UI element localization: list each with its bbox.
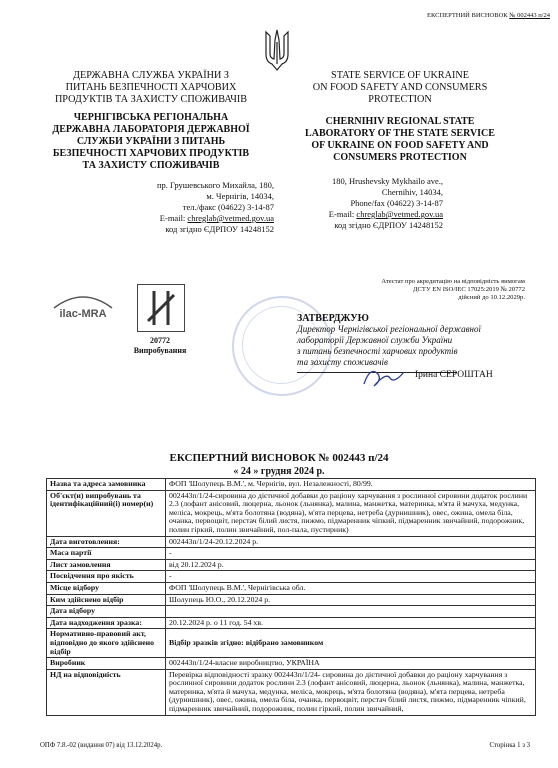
lab-en-line: CONSUMERS PROTECTION — [333, 152, 467, 163]
ilac-mra-logo-icon — [48, 290, 118, 324]
table-row — [47, 594, 536, 606]
accreditation-attest — [300, 278, 525, 302]
table-row — [47, 617, 536, 629]
email-ua-label: E-mail: — [159, 213, 188, 223]
accreditation-number — [128, 336, 192, 356]
address-ua-line: пр. Грушевського Михайла, 180, — [156, 180, 274, 190]
row-value: 20.12.2024 р. о 11 год. 54 хв. — [166, 617, 536, 629]
row-value: Відбір зразків згідно: відібрано замовником — [166, 629, 536, 658]
email-ua-link[interactable]: chreglab@vetmed.gov.ua — [187, 213, 274, 223]
table-row — [47, 669, 536, 715]
table-row — [47, 548, 536, 560]
row-value: ФОП 'Шолупець В.М.', Чернігівська обл. — [166, 582, 536, 594]
page-number: Сторінка 1 з 3 — [489, 742, 530, 749]
table-row — [47, 490, 536, 536]
agency-en-line: PROTECTION — [368, 94, 432, 105]
row-value: - — [166, 548, 536, 560]
signer-name: Ірина СЕРОШТАН — [415, 370, 493, 380]
row-key: Маса партії — [47, 548, 166, 560]
row-key: Назва та адреса замовника — [47, 479, 166, 491]
agency-ua-line: ПРОДУКТІВ ТА ЗАХИСТУ СПОЖИВАЧІВ — [54, 94, 248, 105]
agency-ua-line: ДЕРЖАВНА СЛУЖБА УКРАЇНИ З — [73, 70, 229, 81]
top-reference — [427, 12, 550, 19]
table-row — [47, 606, 536, 618]
agency-en-line: ON FOOD SAFETY AND CONSUMERS — [312, 82, 488, 93]
accreditation-number-value: 20772 — [150, 336, 170, 345]
attest-line: Атестат про акредитацію на відповідність вимогам — [381, 278, 525, 285]
lab-ua-line: ДЕРЖАВНА ЛАБОРАТОРІЯ ДЕРЖАВНОЇ — [52, 124, 250, 135]
row-key: Виробник — [47, 658, 166, 670]
approve-role-line: Директор Чернігівської регіональної державної — [297, 324, 481, 334]
lab-ua-line: ТА ЗАХИСТУ СПОЖИВАЧІВ — [82, 160, 220, 171]
row-value: 002443п/1/24-сировина до дієтичної добавки до раціону харчування з рослинної сировини додаток рослини 2.3 (лофант анісовий, люцерна, льонок (льнянка), малина, манжетка, материнка, м'ята й мачуха, медунка, меліса, мокрець, м'ята болотяна (водяна), м'ята перцева, нетреба (дурнишник), овес, ожина, омела біла, очанка, первоцвіт, перстач білий листя, пижмо, підмаренник чіпкий, підмаренник звичайний, подорожник, полин гіркий, полин звичайний, пол-пала, пустирник) — [166, 490, 536, 536]
top-ref-title: ЕКСПЕРТНИЙ ВИСНОВОК — [426, 12, 508, 19]
approve-role-line: та захисту споживачів — [297, 357, 388, 367]
approve-role-line: з питань безпечності харчових продуктів — [297, 346, 458, 356]
row-key: Дата відбору — [47, 606, 166, 618]
row-key: Нормативно-правовий акт, відповідно до якого здійснено відбір — [47, 629, 166, 658]
row-value: - — [166, 571, 536, 583]
address-en-line: Chernihiv, 14034, — [381, 187, 443, 197]
document-date: « 24 » грудня 2024 р. — [233, 466, 325, 477]
row-value: 002443п/1/24-20.12.2024 р. — [166, 536, 536, 548]
lab-en-line: CHERNIHIV REGIONAL STATE — [325, 116, 475, 127]
agency-ua-line: ПИТАНЬ БЕЗПЕЧНОСТІ ХАРЧОВИХ — [65, 82, 237, 93]
lab-en-line: OF UKRAINE ON FOOD SAFETY AND — [311, 140, 489, 151]
lab-en-line: LABORATORY OF THE STATE SERVICE — [305, 128, 495, 139]
approve-heading: ЗАТВЕРДЖУЮ — [297, 313, 369, 324]
row-key: Дата надходження зразка: — [47, 617, 166, 629]
lab-ua-line: СЛУЖБИ УКРАЇНИ З ПИТАНЬ — [76, 136, 226, 147]
row-key: Посвідчення про якість — [47, 571, 166, 583]
attest-line: дійсний до 10.12.2029р. — [458, 294, 525, 301]
form-footer: ОПФ 7.8.-02 (видання 07) від 13.12.2024р. — [40, 742, 163, 749]
details-table — [46, 478, 536, 716]
row-key: Об'єкт(и) випробувань та ідентифікаційний(і) номер(и) — [47, 490, 166, 536]
table-row — [47, 536, 536, 548]
row-value: Перевірка відповідності зразку 002443п/1/24- сировина до дієтичної добавки до раціону харчування з рослинної сировини додаток рослини 2.3 (лофант анісовий, люцерна, льонок (льнянка), малина, манжетка, материнка, м'ята й мачуха, медунка, меліса, мокрець, м'ята болотяна (водяна), м'ята перцева, нетреба (дурнишник), овес, ожина, омела біла, очанка, первоцвіт, перстач білий листя, пижмо, підмаренник чіпкий, підмаренник звичайний, подорожник, полин гіркий, полин звичайний, — [166, 669, 536, 715]
email-en-label: E-mail: — [328, 209, 357, 219]
signature-icon — [360, 364, 410, 390]
row-value: 002443п/1/24-власне виробництво, УКРАЇНА — [166, 658, 536, 670]
row-value — [166, 606, 536, 618]
lab-ua-line: ЧЕРНІГІВСЬКА РЕГІОНАЛЬНА — [73, 112, 229, 123]
table-row — [47, 629, 536, 658]
table-row — [47, 571, 536, 583]
row-value: ФОП 'Шолупець В.М.', м. Чернігів, вул. Незалежності, 80/99. — [166, 479, 536, 491]
trident-emblem-icon — [262, 28, 292, 72]
accreditation-mark-icon — [137, 284, 185, 332]
address-ua-line: код згідно ЄДРПОУ 14248152 — [165, 224, 274, 234]
address-ua-line: тел./факс (04622) 3-14-87 — [182, 202, 274, 212]
table-row — [47, 582, 536, 594]
table-row — [47, 658, 536, 670]
agency-ua-block — [36, 70, 274, 235]
document-title: ЕКСПЕРТНИЙ ВИСНОВОК № 002443 п/24 — [169, 452, 389, 464]
approval-block — [297, 313, 537, 368]
row-value: Шолупець Ю.О., 20.12.2024 р. — [166, 594, 536, 606]
table-row — [47, 559, 536, 571]
ilac-text: ilac-MRA — [59, 308, 107, 320]
lab-ua-line: БЕЗПЕЧНОСТІ ХАРЧОВИХ ПРОДУКТІВ — [52, 148, 250, 159]
address-en-line: 180, Hrushevsky Mykhailo ave., — [332, 176, 443, 186]
email-en-link[interactable]: chreglab@vetmed.gov.ua — [356, 209, 443, 219]
top-ref-number: № 002443 п/24 — [509, 12, 550, 19]
attest-line: ДСТУ EN ISO/IEC 17025:2019 № 20772 — [413, 286, 525, 293]
row-value: від 20.12.2024 р. — [166, 559, 536, 571]
accreditation-scope: Випробування — [133, 346, 187, 355]
agency-en-line: STATE SERVICE OF UKRAINE — [331, 70, 469, 81]
row-key: Лист замовлення — [47, 559, 166, 571]
agency-en-block — [285, 70, 515, 231]
table-row — [47, 479, 536, 491]
row-key: Ким здійснено відбір — [47, 594, 166, 606]
row-key: Місце відбору — [47, 582, 166, 594]
row-key: Дата виготовлення: — [47, 536, 166, 548]
approve-role-line: лабораторії Державної служби України — [297, 335, 453, 345]
row-key: НД на відповідність — [47, 669, 166, 715]
address-en-line: Phone/fax (04622) 3-14-87 — [350, 198, 443, 208]
address-en-line: код згідно ЄДРПОУ 14248152 — [334, 220, 443, 230]
address-ua-line: м. Чернігів, 14034, — [206, 191, 274, 201]
